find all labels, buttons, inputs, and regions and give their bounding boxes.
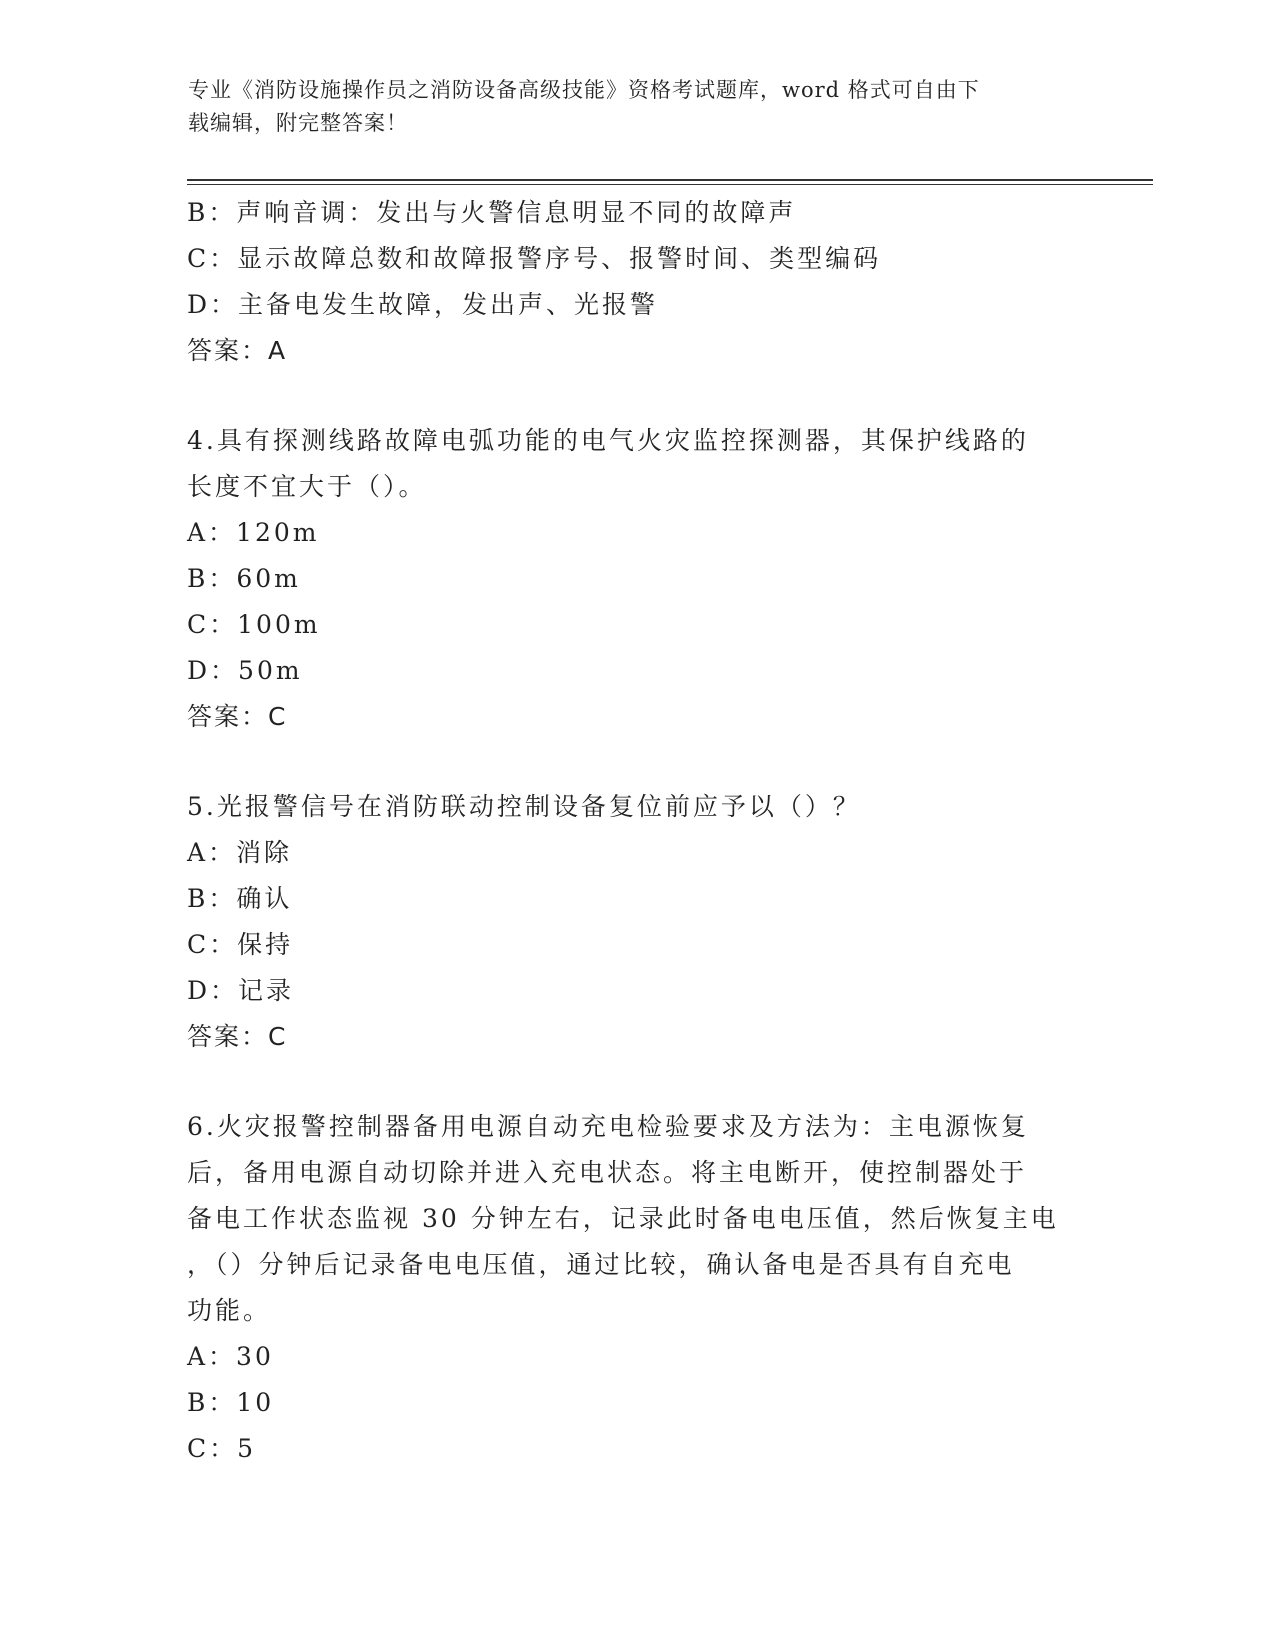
option-c: C：保持 [187,930,294,959]
question-stem: 6.火灾报警控制器备用电源自动充电检验要求及方法为：主电源恢复 [187,1112,1029,1141]
header-line-2: 载编辑，附完整答案！ [188,111,408,135]
option-c: C：显示故障总数和故障报警序号、报警时间、类型编码 [187,244,882,273]
question-stem: 后，备用电源自动切除并进入充电状态。将主电断开，使控制器处于 [187,1158,1028,1187]
option-b: B：确认 [187,884,293,913]
header-line-1: 专业《消防设施操作员之消防设备高级技能》资格考试题库，word 格式可自由下 [188,78,980,102]
option-a: A：30 [187,1342,274,1371]
answer-line: 答案：A [187,336,288,365]
document-header [188,74,1068,140]
question-list [187,190,1087,1472]
option-a: A：消除 [187,838,293,867]
question-stem: 功能。 [187,1296,272,1325]
question-6 [187,1104,1087,1472]
question-stem: 长度不宜大于（）。 [187,472,427,501]
option-b: B：10 [187,1388,275,1417]
question-4 [187,418,1087,740]
question-5 [187,784,1087,1060]
answer-line: 答案：C [187,1022,288,1051]
option-c: C：5 [187,1434,257,1463]
question-stem: 5.光报警信号在消防联动控制设备复位前应予以（）？ [187,792,861,821]
question-stem: 备电工作状态监视 30 分钟左右，记录此时备电电压值，然后恢复主电 [187,1204,1059,1233]
option-a: A：120m [187,518,320,547]
option-d: D：记录 [187,976,295,1005]
option-b: B：60m [187,564,301,593]
question-stem: ，（）分钟后记录备电电压值，通过比较，确认备电是否具有自充电 [187,1250,1015,1279]
header-divider [187,179,1153,185]
question-stem: 4.具有探测线路故障电弧功能的电气火灾监控探测器，其保护线路的 [187,426,1029,455]
answer-line: 答案：C [187,702,288,731]
option-d: D：50m [187,656,303,685]
option-c: C：100m [187,610,321,639]
question-3-continued [187,190,1087,374]
option-d: D：主备电发生故障，发出声、光报警 [187,290,659,319]
option-b: B：声响音调：发出与火警信息明显不同的故障声 [187,198,797,227]
